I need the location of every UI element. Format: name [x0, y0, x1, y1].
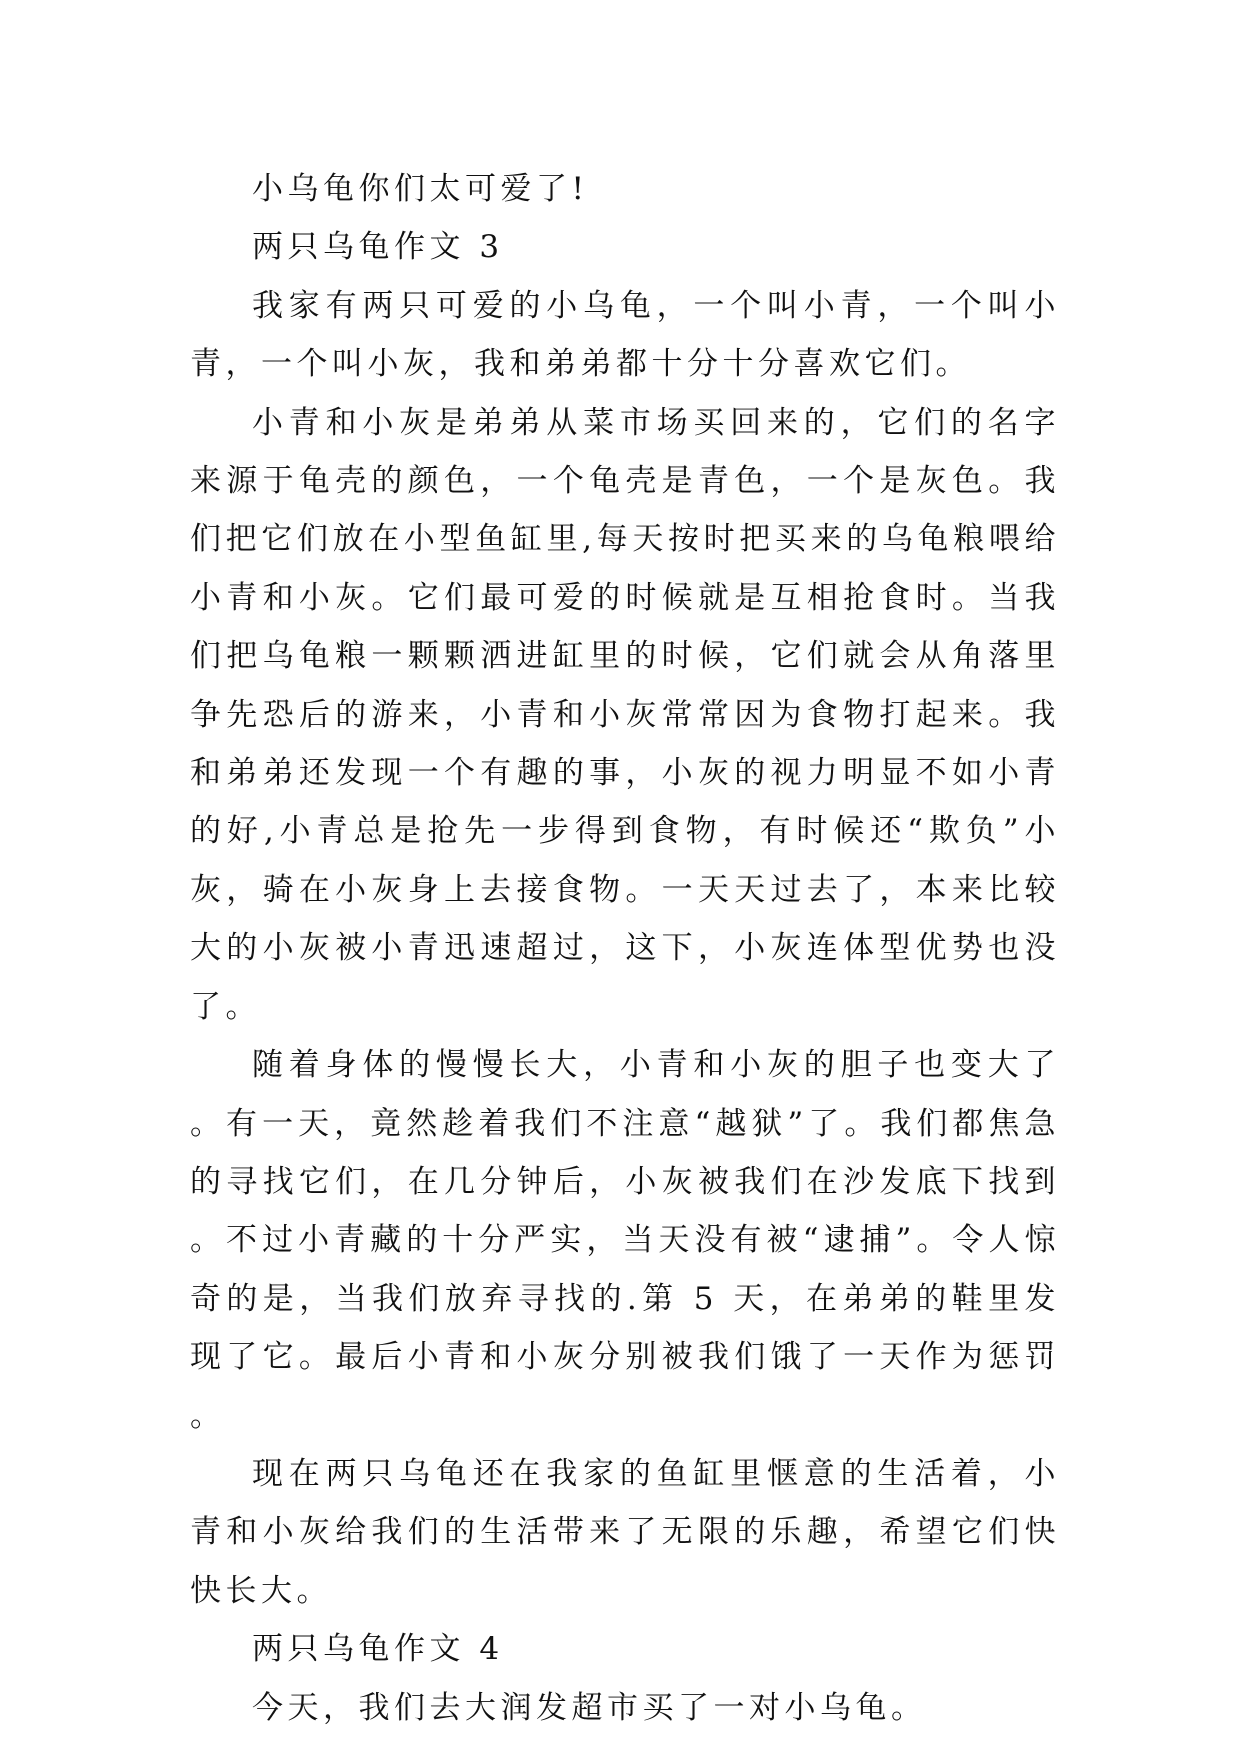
paragraph-feeding: 小青和小灰是弟弟从菜市场买回来的，它们的名字来源于龟壳的颜色，一个龟壳是青色，一个是灰色。我们把它们放在小型鱼缸里,每天按时把买来的乌龟粮喂给小青和小灰。它们最可爱的时候就是互相抢食时。当我们把乌龟粮一颗颗洒进缸里的时候，它们就会从角落里争先恐后的游来，小青和小灰常常因为食物打起来。我和弟弟还发现一个有趣的事，小灰的视力明显不如小青的好,小青总是抢先一步得到食物，有时候还“欺负”小灰，骑在小灰身上去接食物。一天天过去了，本来比较大的小灰被小青迅速超过，这下，小灰连体型优势也没了。 — [190, 404, 1060, 1025]
paragraph-escape: 随着身体的慢慢长大，小青和小灰的胆子也变大了。有一天，竟然趁着我们不注意“越狱”了。我们都焦急的寻找它们，在几分钟后，小灰被我们在沙发底下找到。不过小青藏的十分严实，当天没有被“逮捕”。令人惊奇的是，当我们放弃寻找的.第 5 天，在弟弟的鞋里发现了它。最后小青和小灰分别被我们饿了一天作为惩罚。 — [190, 1047, 1060, 1434]
paragraph-opening: 今天，我们去大润发超市买了一对小乌龟。 — [252, 1689, 927, 1726]
article-body — [190, 160, 1060, 1737]
paragraph-closing-line: 小乌龟你们太可爱了! — [252, 171, 589, 207]
section-heading-3: 两只乌龟作文 3 — [252, 229, 504, 266]
paragraph-conclusion: 现在两只乌龟还在我家的鱼缸里惬意的生活着，小青和小灰给我们的生活带来了无限的乐趣，希望它们快快长大。 — [190, 1455, 1060, 1609]
paragraph-intro: 我家有两只可爱的小乌龟，一个叫小青，一个叫小青，一个叫小灰，我和弟弟都十分十分喜欢它们。 — [190, 287, 1060, 383]
section-heading-4: 两只乌龟作文 4 — [252, 1631, 504, 1668]
